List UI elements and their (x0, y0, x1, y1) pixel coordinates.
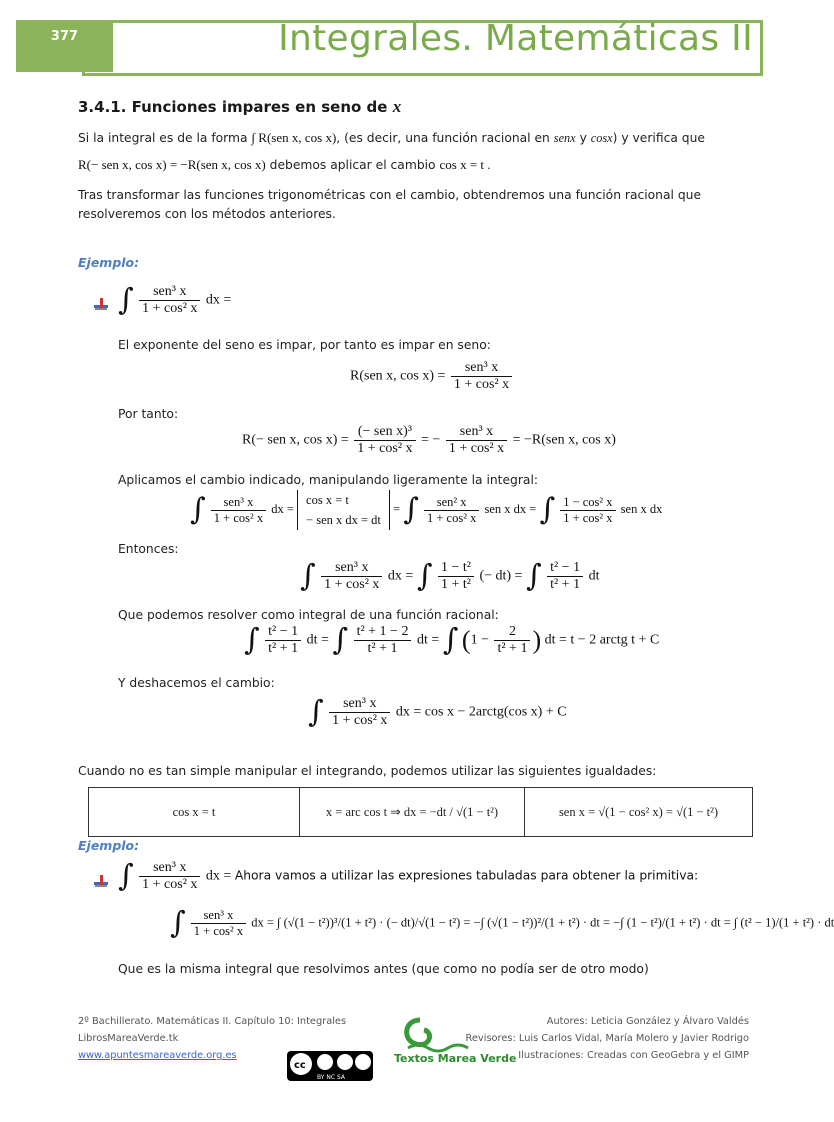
table-cell-cos: cos x = t (89, 788, 300, 837)
website-link[interactable]: www.apuntesmareaverde.org.es (78, 1050, 237, 1061)
footer-left: 2º Bachillerato. Matemáticas II. Capítulo 10: Integrales LibrosMareaVerde.tk www.apuntesmareaverde.org.es (78, 1016, 347, 1061)
example1-text5: Que podemos resolver como integral de una función racional: (118, 608, 499, 622)
cc-icon (287, 1051, 373, 1081)
footer-right: Autores: Leticia González y Álvaro Valdés Revisores: Luis Carlos Vidal, María Molero y Javier Rodrigo Ilustraciones: Creadas con GeoGebra y el GIMP (465, 1016, 749, 1061)
example-label-2: Ejemplo: (78, 838, 140, 853)
eq-final: ∫ $\frac{\text{sen³ x}}{\text{1 + cos² x}}$ dx = cos x − 2arctg(cos x) + C (308, 694, 567, 730)
example1-text6: Y deshacemos el cambio: (118, 676, 275, 690)
eq-example2: ∫ $\frac{\text{sen³ x}}{\text{1 + cos² x}}$ dx = ∫ (√(1 − t²))³/(1 + t²) · (− dt)/√(1 − t²) = −∫ (√(1 − t²))²/(1 + t²) · dt = −∫ (1 − t²)/(1 + t²) · dt = ∫ (t² − 1)/(1 + t²) · dt (170, 905, 834, 941)
svg-text:Textos Marea Verde: Textos Marea Verde (394, 1052, 517, 1065)
page-number: 377 (50, 29, 79, 44)
eq-in-t: ∫ $\frac{\text{sen³ x}}{\text{1 + cos² x}}$ dx = ∫ $\frac{\text{1 − t²}}{\text{1 + t²}}$ (− dt) = ∫ $\frac{\text{t² − 1}}{\text{t² + 1}}$ dt (300, 558, 600, 594)
eq-integral-1: ∫ $\frac{\text{sen³ x}}{\text{1 + cos² x}}$ dx = (118, 282, 232, 318)
table-cell-sen: sen x = √(1 − cos² x) = √(1 − t²) (525, 788, 753, 837)
substitution-table (88, 787, 753, 837)
page-title: Integrales. Matemáticas II (278, 18, 753, 59)
intro-paragraph: Tras transformar las funciones trigonométricas con el cambio, obtendremos una función racional que resolveremos con los métodos anteriores. (78, 188, 702, 221)
eq-r: R(sen x, cos x) = $\frac{\text{sen³ x}}{\text{1 + cos² x}}$ (350, 360, 514, 393)
example1-text3: Aplicamos el cambio indicado, manipulando ligeramente la integral: (118, 473, 539, 487)
eq-integral-2: ∫ $\frac{\text{sen³ x}}{\text{1 + cos² x}}$ dx = Ahora vamos a utilizar las expresiones tabuladas para obtener la primitiva: (118, 858, 699, 894)
pencil-icon-2 (92, 873, 110, 889)
intro-line2: R(− sen x, cos x) = −R(sen x, cos x) debemos aplicar el cambio cos x = t . (78, 157, 491, 172)
svg-text:BY NC SA: BY NC SA (317, 1074, 345, 1081)
paragraph-3: Cuando no es tan simple manipular el integrando, podemos utilizar las siguientes igualdades: (78, 764, 657, 778)
table-cell-dx: x = arc cos t ⇒ dx = −dt / √(1 − t²) (300, 788, 525, 837)
example1-text2: Por tanto: (118, 407, 179, 421)
eq-r-odd: R(− sen x, cos x) = $\frac{\text{(− sen x)³}}{\text{1 + cos² x}}$ = − $\frac{\text{sen³ x}}{\text{1 + cos² x}}$ = −R(sen x, cos x) (242, 424, 616, 456)
svg-text:cc: cc (294, 1060, 306, 1071)
page-number-box (16, 20, 113, 72)
eq-rational: ∫ $\frac{\text{t² − 1}}{\text{t² + 1}}$ dt = ∫ $\frac{\text{t² + 1 − 2}}{\text{t² + 1}}$ dt = ∫ (1 − $\frac{2}{\text{t² + 1}}$ ) dt = t − 2 arctg t + C (244, 622, 660, 658)
example1-text4: Entonces: (118, 542, 179, 556)
intro-line1: Si la integral es de la forma ∫ R(sen x, cos x), (es decir, una función racional en senx y cosx) y verifica que (78, 130, 705, 145)
example1-text1: El exponente del seno es impar, por tanto es impar en seno: (118, 338, 491, 352)
section-title: 3.4.1. Funciones impares en seno de x (78, 97, 402, 116)
creative-commons-badge (287, 1051, 373, 1081)
pencil-icon (92, 296, 110, 312)
marea-verde-logo (390, 1012, 517, 1066)
eq-substitution: ∫ $\frac{\text{sen³ x}}{\text{1 + cos² x}}$ dx = cos x = t − sen x dx = dt = ∫ $\frac{\text{sen² x}}{\text{1 + cos² x}}$ sen x dx = ∫ $\frac{\text{1 − cos² x}}{\text{1 + cos² x}}$ sen x dx (190, 490, 662, 530)
example2-closing: Que es la misma integral que resolvimos antes (que como no podía ser de otro modo) (118, 962, 649, 976)
example-label-1: Ejemplo: (78, 255, 140, 270)
